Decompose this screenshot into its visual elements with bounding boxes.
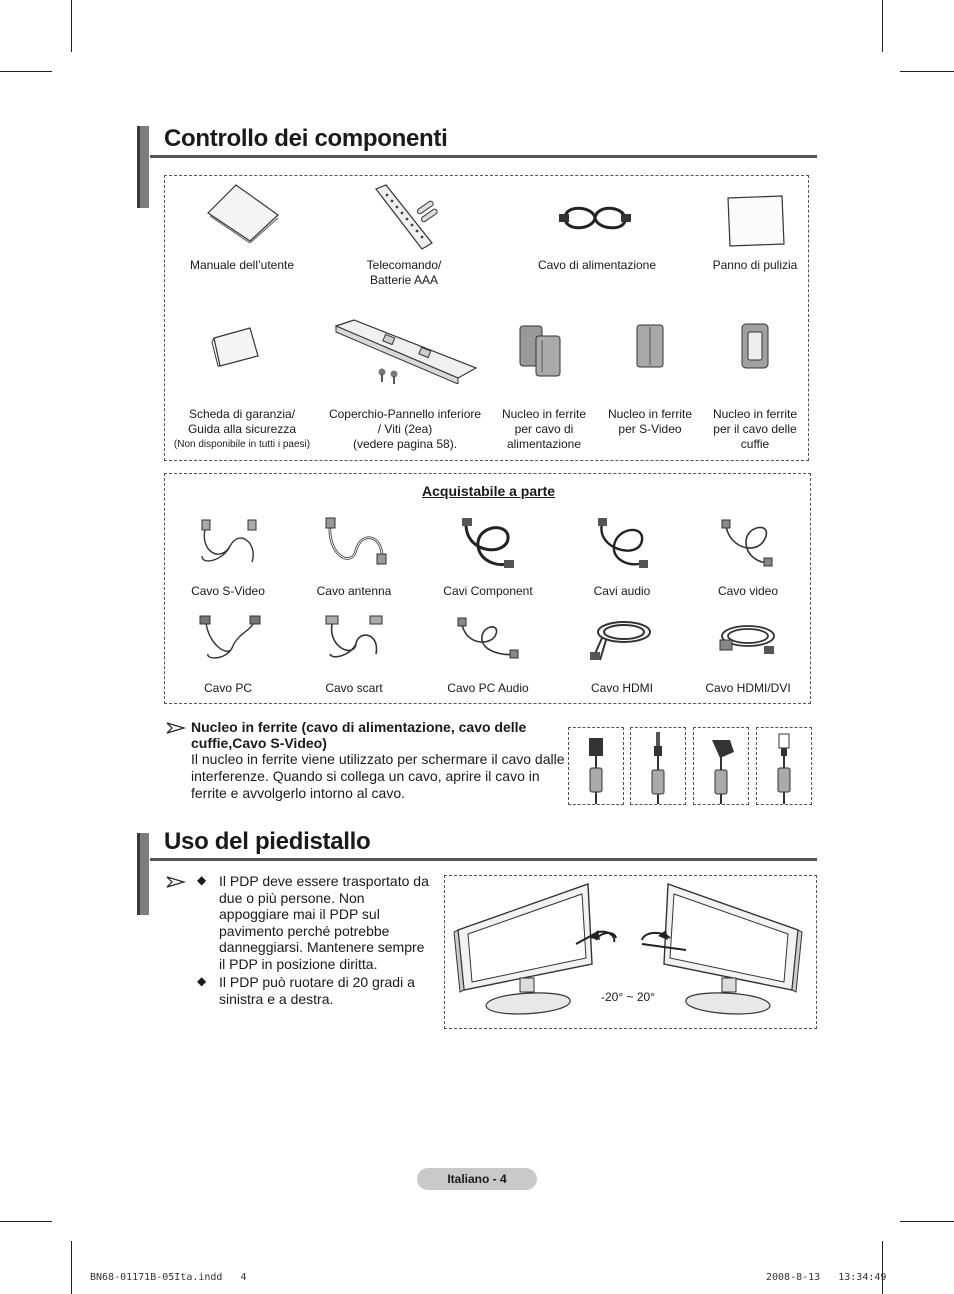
rotation-range-label: -20° ~ 20° (601, 990, 655, 1004)
section-marker (137, 126, 149, 208)
cable-label-hdmi: Cavo HDMI (590, 681, 653, 695)
crop-mark (0, 1221, 52, 1222)
footer-file-name: BN68-01171B-05Ita.indd 4 (90, 1272, 247, 1283)
item-label-bottom-cover: Coperchio-Pannello inferiore / Viti (2ea) (vedere pagina 58). (328, 407, 482, 451)
ferrite-core-svideo-icon (634, 322, 666, 370)
stand-bullet: Il PDP può ruotare di 20 gradi a sinistra e a destra. (219, 974, 415, 1007)
note-arrow-icon (166, 876, 186, 888)
svideo-cable-icon (196, 516, 262, 570)
svideo-plug-ferrite-icon (757, 728, 813, 806)
item-label-cloth: Panno di pulizia (712, 258, 798, 272)
note-arrow-icon (166, 722, 186, 734)
hdmi-dvi-cable-icon (718, 618, 778, 662)
cleaning-cloth-icon (724, 194, 786, 248)
cable-label-component: Cavi Component (443, 584, 533, 598)
footer-timestamp: 2008-8-13 13:34:49 (766, 1272, 887, 1283)
item-label-ferrite-headphone: Nucleo in ferrite per il cavo delle cuffie (712, 407, 798, 451)
pc-audio-cable-icon (456, 616, 520, 662)
ferrite-example-box (630, 727, 686, 805)
crop-mark (900, 1221, 954, 1222)
optional-heading: Acquistabile a parte (422, 483, 556, 499)
section-title: Uso del piedistallo (164, 828, 371, 855)
item-label-ferrite-power: Nucleo in ferrite per cavo di alimentazione (501, 407, 587, 451)
cable-label-video: Cavo video (717, 584, 779, 598)
bullet-diamond-icon: ◆ (197, 873, 207, 887)
hdmi-cable-icon (588, 614, 656, 664)
headphone-plug-ferrite-icon (631, 728, 687, 806)
ferrite-note-heading: Nucleo in ferrite (cavo di alimentazione, cavo delle cuffie,Cavo S-Video) (191, 719, 527, 751)
crop-mark (0, 71, 52, 72)
crop-mark (882, 1241, 883, 1294)
remote-control-icon (372, 183, 442, 253)
bullet-diamond-icon: ◆ (197, 974, 207, 988)
ferrite-example-box (756, 727, 812, 805)
item-label-manual: Manuale dell’utente (189, 258, 295, 272)
cable-label-hdmi-dvi: Cavo HDMI/DVI (705, 681, 791, 695)
component-cable-icon (460, 516, 516, 570)
crop-mark (900, 71, 954, 72)
ferrite-note-body: Il nucleo in ferrite viene utilizzato per schermare il cavo dalle interferenze. Quando si collega un cavo, aprire il cavo in ferrite e avvolgerlo intorno al cavo. (191, 751, 565, 801)
scart-cable-icon (324, 614, 384, 664)
manual-icon (204, 183, 280, 243)
video-cable-icon (720, 516, 776, 570)
cable-label-scart: Cavo scart (325, 681, 383, 695)
tv-rotation-illustration (446, 880, 814, 1026)
audio-cable-icon (594, 516, 650, 570)
item-label-power-cord: Cavo di alimentazione (537, 258, 657, 272)
warranty-card-icon (210, 326, 262, 368)
ferrite-core-headphone-icon (740, 322, 770, 370)
crop-mark (71, 0, 72, 52)
bottom-cover-icon (334, 318, 478, 384)
item-label-remote: Telecomando/ Batterie AAA (366, 258, 442, 287)
ferrite-core-power-icon (518, 322, 564, 380)
ferrite-example-box (568, 727, 624, 805)
ferrite-note (191, 719, 571, 802)
crop-mark (882, 0, 883, 52)
cable-label-svideo: Cavo S-Video (191, 584, 265, 598)
cable-label-antenna: Cavo antenna (316, 584, 392, 598)
angled-plug-ferrite-icon (694, 728, 750, 806)
cable-label-pc: Cavo PC (203, 681, 253, 695)
section-rule (150, 155, 817, 158)
item-label-ferrite-svideo: Nucleo in ferrite per S-Video (607, 407, 693, 436)
antenna-cable-icon (322, 516, 388, 570)
item-label-warranty: Scheda di garanzia/ Guida alla sicurezza (Non disponibile in tutti i paesi) (173, 407, 311, 450)
page-number: Italiano - 4 (417, 1168, 537, 1190)
stand-bullet: Il PDP deve essere trasportato da due o più persone. Non appoggiare mai il PDP sul pavimento perché potrebbe danneggiarsi. Mantenere sempre il PDP in posizione diritta. (219, 873, 429, 972)
section-rule (150, 858, 817, 861)
cable-label-audio: Cavi audio (593, 584, 651, 598)
crop-mark (71, 1241, 72, 1294)
section-marker (137, 833, 149, 915)
cable-label-pc-audio: Cavo PC Audio (447, 681, 529, 695)
pc-cable-icon (198, 614, 262, 664)
section-title: Controllo dei componenti (164, 125, 448, 152)
ferrite-example-box (693, 727, 749, 805)
power-plug-ferrite-icon (569, 728, 625, 806)
power-cord-icon (557, 200, 633, 236)
